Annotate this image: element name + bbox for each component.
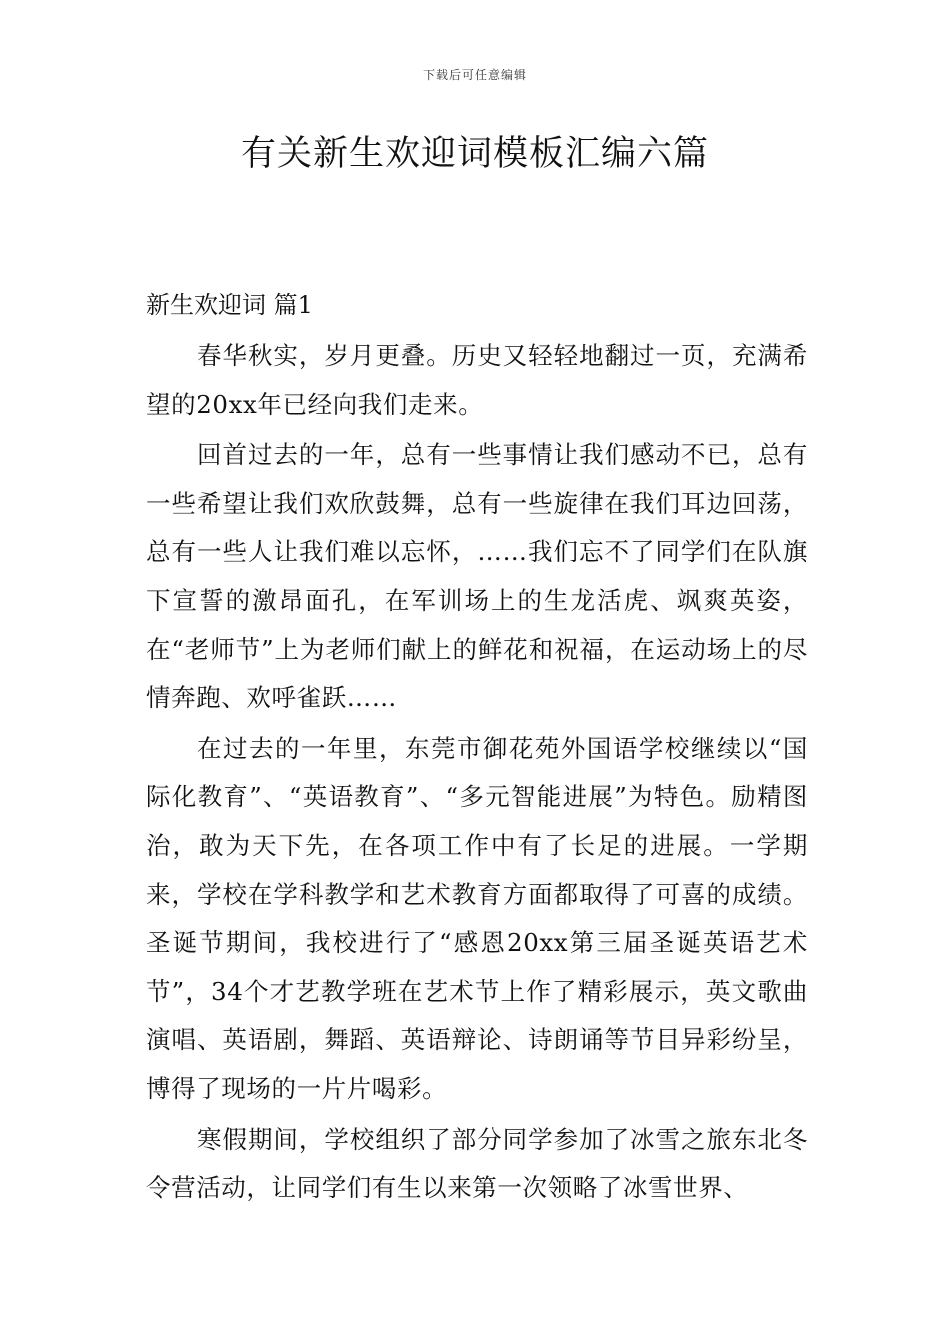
paragraph-2: 回首过去的一年，总有一些事情让我们感动不已，总有一些希望让我们欢欣鼓舞，总有一些旋律在我们耳边回荡，总有一些人让我们难以忘怀，……我们忘不了同学们在队旗下宣誓的激昂面孔，在军训场上的生龙活虎、飒爽英姿，在“老师节”上为老师们献上的鲜花和祝福，在运动场上的尽情奔跑、欢呼雀跃…… [146, 440, 808, 713]
document-title: 有关新生欢迎词模板汇编六篇 [240, 134, 709, 174]
paragraph-3: 在过去的一年里，东莞市御花苑外国语学校继续以“国际化教育”、“英语教育”、“多元智能进展”为特色。励精图治，敢为天下先，在各项工作中有了长足的进展。一学期来，学校在学科教学和艺术教育方面都取得了可喜的成绩。圣诞节期间，我校进行了“感恩20xx第三届圣诞英语艺术节”，34个才艺教学班在艺术节上作了精彩展示，英文歌曲演唱、英语剧，舞蹈、英语辩论、诗朗诵等节目异彩纷呈，博得了现场的一片片喝彩。 [146, 733, 808, 1103]
paragraph-1: 春华秋实，岁月更叠。历史又轻轻地翻过一页，充满希望的20xx年已经向我们走来。 [146, 341, 808, 419]
paragraph-4: 寒假期间，学校组织了部分同学参加了冰雪之旅东北冬令营活动，让同学们有生以来第一次领略了冰雪世界、 [146, 1124, 808, 1203]
document-body [146, 281, 808, 1215]
section-heading: 新生欢迎词 篇1 [146, 291, 313, 319]
header-note: 下载后可任意编辑 [422, 68, 527, 82]
